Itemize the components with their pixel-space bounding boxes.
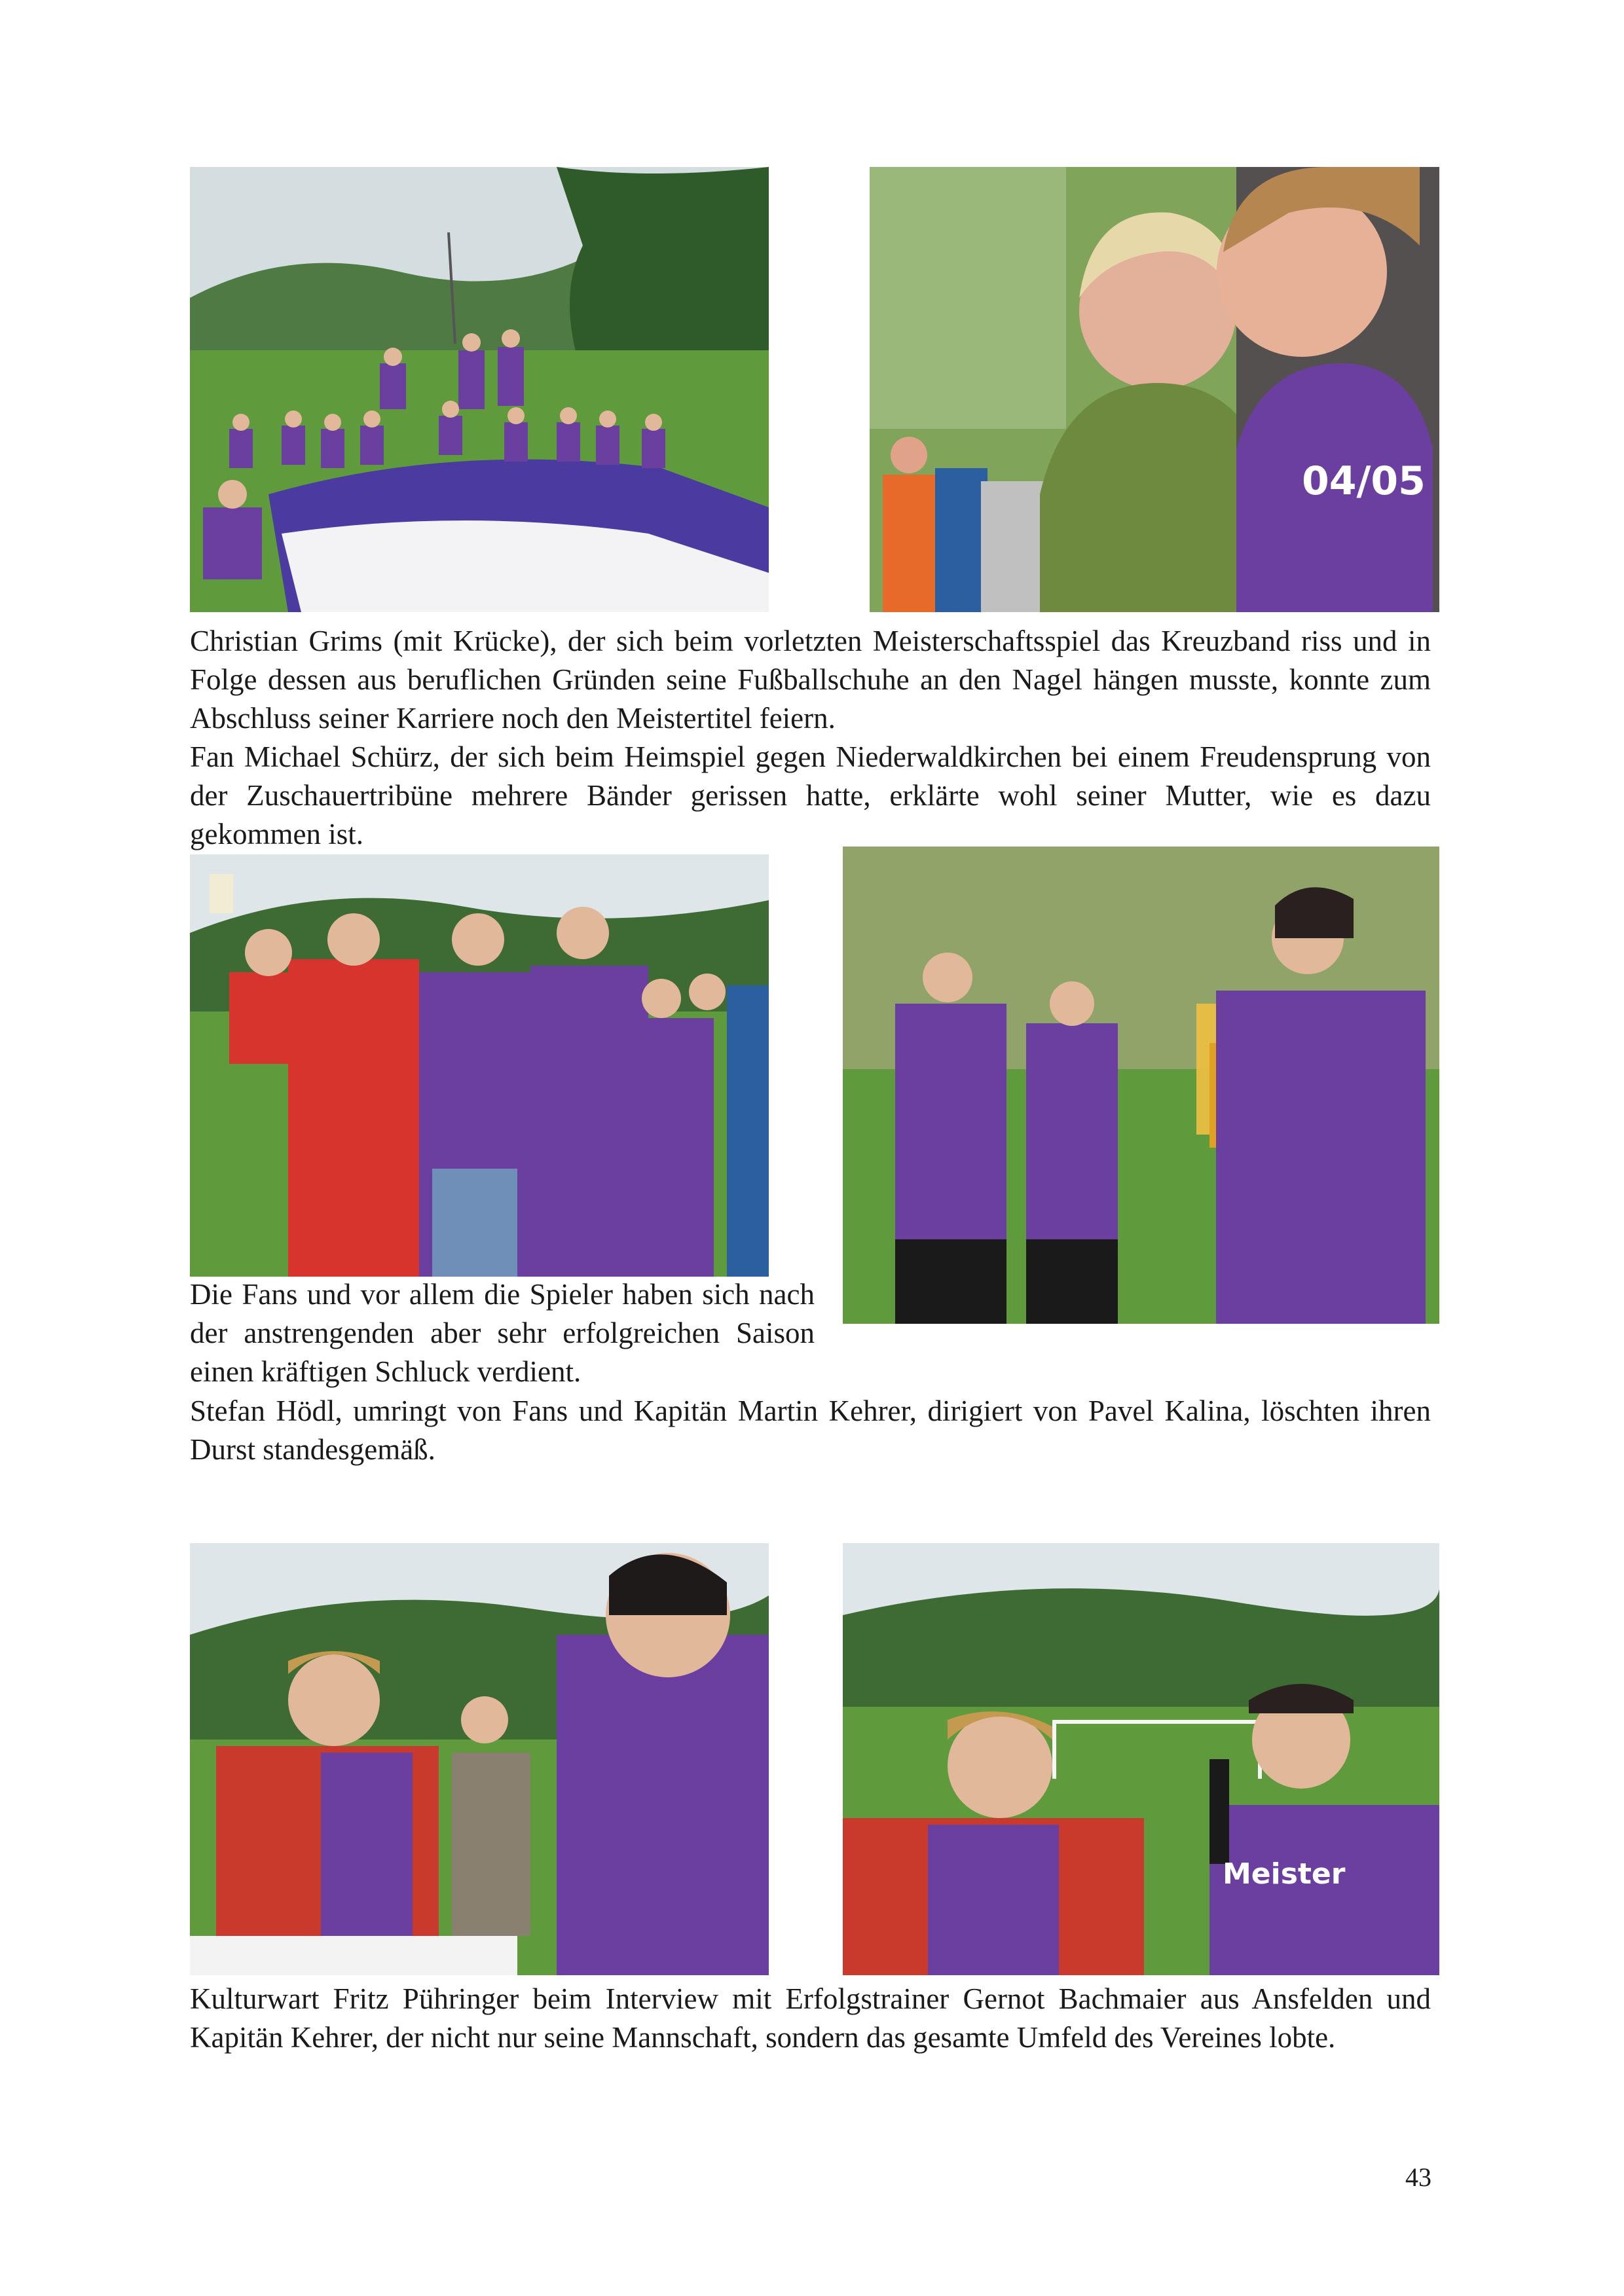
- photo-team-flag: [190, 167, 769, 612]
- photo-interview-right: [843, 1543, 1439, 1975]
- photo-interview-left: [190, 1543, 769, 1975]
- photo-fans-drinking: [190, 854, 769, 1277]
- photo-beer-mug: [843, 847, 1439, 1324]
- caption-grims: Christian Grims (mit Krücke), der sich beim vorletzten Meisterschaftsspiel das Kreuzband riss und in Folge dessen aus beruflichen Gründen seine Fußballschuhe an den Nagel hängen musste, konnte zum Abschluss seiner Karriere noch den Meistertitel feiern.: [190, 625, 1431, 735]
- caption-interview-text: Kulturwart Fritz Pühringer beim Interview mit Erfolgstrainer Gernot Bachmaier aus Ansfelden und Kapitän Kehrer, der nicht nur seine Mannschaft, sondern das gesamte Umfeld des Vereines lobte.: [190, 1982, 1431, 2054]
- shirt-print-meister: Meister: [1223, 1857, 1346, 1891]
- shirt-print-season: 04/05: [1302, 458, 1426, 504]
- caption-hoedl-text: Stefan Hödl, umringt von Fans und Kapitän Martin Kehrer, dirigiert von Pavel Kalina, löschten ihren Durst standesgemäß.: [190, 1394, 1431, 1466]
- photo-fan-mother: [870, 167, 1439, 612]
- caption-grims-schuerz: [190, 622, 1431, 854]
- caption-interview: [190, 1980, 1431, 2057]
- caption-schuerz: Fan Michael Schürz, der sich beim Heimspiel gegen Niederwaldkirchen bei einem Freudensprung von der Zuschauertribüne mehrere Bänder gerissen hatte, erklärte wohl seiner Mutter, wie es dazu gekommen ist.: [190, 740, 1431, 850]
- caption-hoedl: [190, 1392, 1431, 1469]
- page-number: 43: [1405, 2162, 1431, 2192]
- caption-fans-drink-text: Die Fans und vor allem die Spieler haben sich nach der anstrengenden aber sehr erfolgreichen Saison einen kräftigen Schluck verdient.: [190, 1278, 815, 1388]
- caption-fans-drink: [190, 1275, 815, 1391]
